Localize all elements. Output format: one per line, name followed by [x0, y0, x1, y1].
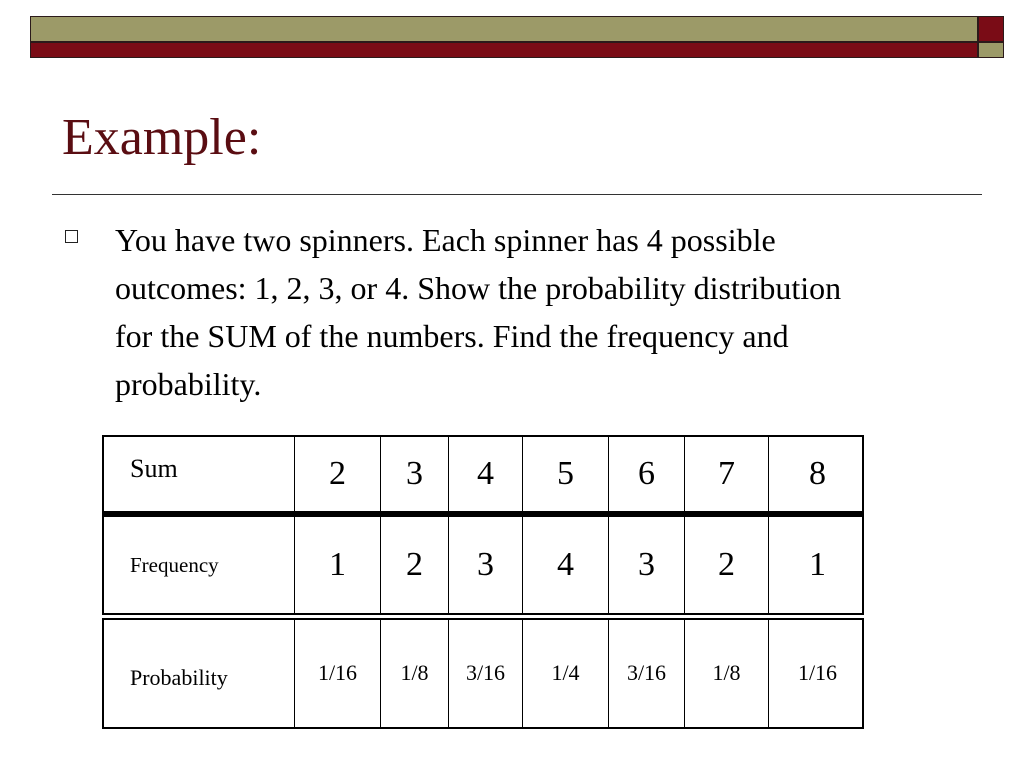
row-header-probability: Probability — [130, 664, 228, 690]
bullet-text: You have two spinners. Each spinner has 4 possible outcomes: 1, 2, 3, or 4. Show the probability distribution for the SUM of the numbers. Find the frequency and probability. — [115, 222, 842, 402]
table-row-frequency — [102, 513, 864, 615]
table-cell: 1/16 — [294, 620, 380, 727]
table-cell: 1/4 — [522, 620, 608, 727]
table-row-sum — [102, 435, 864, 513]
table-cell: 1/8 — [684, 620, 768, 727]
table-cell: 1/16 — [768, 620, 866, 727]
table-cell: 6 — [608, 437, 684, 511]
table-cell: 8 — [768, 437, 866, 511]
title-divider — [52, 194, 982, 195]
table-cell: 3 — [448, 517, 522, 613]
table-row-probability — [102, 618, 864, 729]
table-cell: 2 — [684, 517, 768, 613]
table-cell: 3/16 — [608, 620, 684, 727]
header-band-red — [30, 42, 978, 58]
corner-square-olive — [978, 42, 1004, 58]
slide-title: Example: — [62, 109, 262, 166]
table-cell: 3 — [380, 437, 448, 511]
table-cell: 3 — [608, 517, 684, 613]
header-band-olive — [30, 16, 978, 42]
table-cell: 3/16 — [448, 620, 522, 727]
table-cell: 1 — [768, 517, 866, 613]
hollow-square-bullet-icon — [65, 230, 78, 243]
row-header-frequency: Frequency — [130, 552, 219, 577]
table-cell: 7 — [684, 437, 768, 511]
table-cell: 5 — [522, 437, 608, 511]
table-cell: 4 — [448, 437, 522, 511]
table-cell: 2 — [380, 517, 448, 613]
table-cell: 1 — [294, 517, 380, 613]
table-cell: 4 — [522, 517, 608, 613]
corner-square-red — [978, 16, 1004, 42]
row-header-sum: Sum — [130, 454, 178, 483]
table-cell: 2 — [294, 437, 380, 511]
table-cell: 1/8 — [380, 620, 448, 727]
